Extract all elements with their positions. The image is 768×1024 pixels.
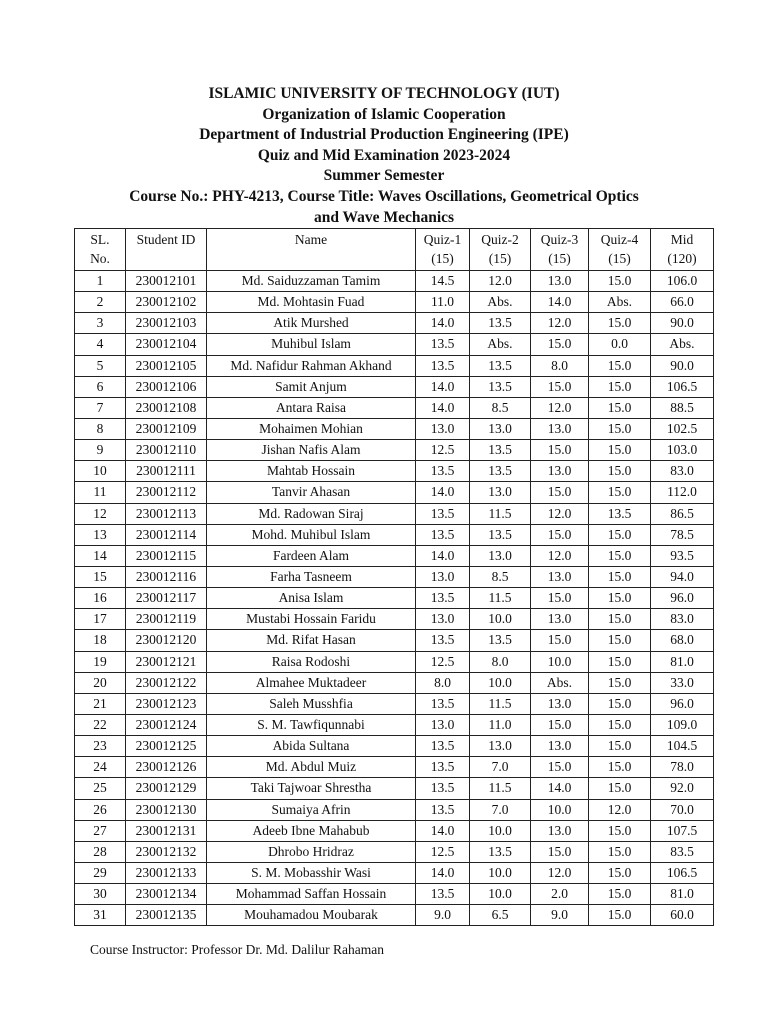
table-row: [75, 334, 714, 355]
table-row: [75, 714, 714, 735]
mid-cell: 88.5: [651, 397, 714, 418]
quiz-4-cell: 15.0: [589, 884, 651, 905]
mid-cell: 112.0: [651, 482, 714, 503]
quiz-3-cell: 15.0: [531, 841, 589, 862]
quiz-2-cell: 10.0: [470, 820, 531, 841]
quiz-3-cell: 15.0: [531, 757, 589, 778]
quiz-1-cell: 14.0: [416, 545, 470, 566]
name-cell: Md. Abdul Muiz: [207, 757, 416, 778]
mid-cell: 83.0: [651, 609, 714, 630]
quiz-1-cell: 13.0: [416, 418, 470, 439]
student-id-cell: 230012101: [126, 271, 207, 292]
quiz-4-cell: 15.0: [589, 440, 651, 461]
quiz-2-cell: 8.0: [470, 651, 531, 672]
quiz-2-cell: 13.5: [470, 524, 531, 545]
quiz-3-cell: 12.0: [531, 545, 589, 566]
quiz-3-cell: 12.0: [531, 313, 589, 334]
semester-name: Summer Semester: [323, 167, 445, 185]
name-cell: Mohd. Muhibul Islam: [207, 524, 416, 545]
quiz-4-cell: 15.0: [589, 566, 651, 587]
sl-no-cell: 8: [75, 418, 126, 439]
quiz-3-cell: 14.0: [531, 778, 589, 799]
table-row: [75, 630, 714, 651]
table-row: [75, 820, 714, 841]
quiz-3-cell: 15.0: [531, 588, 589, 609]
quiz-1-cell: 13.0: [416, 714, 470, 735]
quiz-2-cell: 11.5: [470, 588, 531, 609]
table-row: [75, 376, 714, 397]
quiz-3-cell: 2.0: [531, 884, 589, 905]
quiz-4-cell: 15.0: [589, 630, 651, 651]
mid-cell: 66.0: [651, 292, 714, 313]
quiz-3-cell: 13.0: [531, 418, 589, 439]
table-row: [75, 884, 714, 905]
student-id-cell: 230012115: [126, 545, 207, 566]
sl-no-cell: 9: [75, 440, 126, 461]
student-id-cell: 230012110: [126, 440, 207, 461]
name-cell: Antara Raisa: [207, 397, 416, 418]
quiz-4-cell: 15.0: [589, 609, 651, 630]
quiz-3-cell: 10.0: [531, 651, 589, 672]
student-id-cell: 230012112: [126, 482, 207, 503]
table-row: [75, 799, 714, 820]
name-cell: Md. Nafidur Rahman Akhand: [207, 355, 416, 376]
mid-cell: 90.0: [651, 355, 714, 376]
student-id-cell: 230012122: [126, 672, 207, 693]
sl-no-cell: 15: [75, 566, 126, 587]
quiz-4-cell: 15.0: [589, 714, 651, 735]
quiz-3-cell: 13.0: [531, 609, 589, 630]
sl-no-cell: 31: [75, 905, 126, 926]
table-row: [75, 672, 714, 693]
quiz-3-cell: 15.0: [531, 630, 589, 651]
quiz-4-cell: 15.0: [589, 736, 651, 757]
table-row: [75, 545, 714, 566]
sl-no-cell: 20: [75, 672, 126, 693]
table-row: [75, 651, 714, 672]
quiz-4-cell: 15.0: [589, 693, 651, 714]
results-table: [74, 228, 714, 926]
university-name: ISLAMIC UNIVERSITY OF TECHNOLOGY (IUT): [208, 85, 560, 102]
sl-no-cell: 12: [75, 503, 126, 524]
sl-no-cell: 17: [75, 609, 126, 630]
sl-no-cell: 30: [75, 884, 126, 905]
sl-no-cell: 3: [75, 313, 126, 334]
sl-no-cell: 2: [75, 292, 126, 313]
quiz-2-cell: 11.5: [470, 503, 531, 524]
table-row: [75, 313, 714, 334]
quiz-3-cell: 12.0: [531, 503, 589, 524]
quiz-1-cell: 13.5: [416, 503, 470, 524]
sl-no-cell: 22: [75, 714, 126, 735]
name-cell: Md. Radowan Siraj: [207, 503, 416, 524]
table-row: [75, 757, 714, 778]
student-id-cell: 230012120: [126, 630, 207, 651]
quiz-2-cell: 6.5: [470, 905, 531, 926]
quiz-1-cell: 12.5: [416, 841, 470, 862]
quiz-3-cell: 13.0: [531, 461, 589, 482]
sl-no-cell: 5: [75, 355, 126, 376]
quiz-4-cell: 15.0: [589, 757, 651, 778]
mid-cell: 83.5: [651, 841, 714, 862]
mid-cell: 81.0: [651, 884, 714, 905]
sl-no-cell: 4: [75, 334, 126, 355]
sl-no-cell: 6: [75, 376, 126, 397]
quiz-2-cell: Abs.: [470, 334, 531, 355]
name-cell: S. M. Tawfiqunnabi: [207, 714, 416, 735]
mid-cell: 106.5: [651, 862, 714, 883]
mid-cell: 106.5: [651, 376, 714, 397]
mid-cell: 86.5: [651, 503, 714, 524]
quiz-2-cell: 10.0: [470, 862, 531, 883]
sl-no-cell: 19: [75, 651, 126, 672]
quiz-4-cell: 15.0: [589, 355, 651, 376]
quiz-1-cell: 13.5: [416, 334, 470, 355]
student-id-cell: 230012117: [126, 588, 207, 609]
name-cell: Almahee Muktadeer: [207, 672, 416, 693]
sl-no-cell: 10: [75, 461, 126, 482]
table-row: [75, 503, 714, 524]
name-cell: Muhibul Islam: [207, 334, 416, 355]
quiz-4-cell: 15.0: [589, 461, 651, 482]
quiz-3-cell: 10.0: [531, 799, 589, 820]
exam-title: Quiz and Mid Examination 2023-2024: [257, 146, 511, 164]
sl-no-cell: 21: [75, 693, 126, 714]
quiz-1-cell: 13.5: [416, 630, 470, 651]
student-id-cell: 230012130: [126, 799, 207, 820]
table-row: [75, 841, 714, 862]
mid-cell: 96.0: [651, 588, 714, 609]
student-id-cell: 230012126: [126, 757, 207, 778]
quiz-2-cell: 11.5: [470, 778, 531, 799]
student-id-cell: 230012125: [126, 736, 207, 757]
sl-no-cell: 11: [75, 482, 126, 503]
quiz-4-cell: 0.0: [589, 334, 651, 355]
student-id-cell: 230012131: [126, 820, 207, 841]
quiz-1-cell: 8.0: [416, 672, 470, 693]
quiz-4-cell: 15.0: [589, 376, 651, 397]
quiz-2-cell: 11.5: [470, 693, 531, 714]
student-id-cell: 230012104: [126, 334, 207, 355]
quiz-3-cell: 13.0: [531, 566, 589, 587]
name-cell: Anisa Islam: [207, 588, 416, 609]
quiz-4-cell: 15.0: [589, 672, 651, 693]
column-header-quiz-1: Quiz-1 (15): [416, 229, 470, 271]
quiz-4-cell: 15.0: [589, 905, 651, 926]
quiz-2-cell: 10.0: [470, 884, 531, 905]
sl-no-cell: 18: [75, 630, 126, 651]
quiz-2-cell: 8.5: [470, 397, 531, 418]
quiz-4-cell: 15.0: [589, 588, 651, 609]
student-id-cell: 230012109: [126, 418, 207, 439]
quiz-4-cell: 15.0: [589, 778, 651, 799]
quiz-3-cell: 15.0: [531, 334, 589, 355]
quiz-1-cell: 13.5: [416, 588, 470, 609]
quiz-1-cell: 14.0: [416, 313, 470, 334]
name-cell: Samit Anjum: [207, 376, 416, 397]
student-id-cell: 230012114: [126, 524, 207, 545]
quiz-2-cell: 13.0: [470, 736, 531, 757]
student-id-cell: 230012124: [126, 714, 207, 735]
name-cell: Atik Murshed: [207, 313, 416, 334]
name-cell: Mohaimen Mohian: [207, 418, 416, 439]
quiz-2-cell: 10.0: [470, 672, 531, 693]
quiz-2-cell: 13.5: [470, 376, 531, 397]
name-cell: Sumaiya Afrin: [207, 799, 416, 820]
course-title: Course No.: PHY-4213, Course Title: Waves Oscillations, Geometrical Optics: [129, 187, 639, 205]
quiz-1-cell: 13.5: [416, 799, 470, 820]
sl-no-cell: 26: [75, 799, 126, 820]
quiz-1-cell: 13.5: [416, 693, 470, 714]
table-row: [75, 271, 714, 292]
quiz-2-cell: 13.0: [470, 545, 531, 566]
mid-cell: 90.0: [651, 313, 714, 334]
table-row: [75, 566, 714, 587]
mid-cell: 81.0: [651, 651, 714, 672]
sl-no-cell: 23: [75, 736, 126, 757]
quiz-3-cell: 15.0: [531, 714, 589, 735]
sl-no-cell: 13: [75, 524, 126, 545]
quiz-3-cell: 12.0: [531, 397, 589, 418]
quiz-1-cell: 13.5: [416, 461, 470, 482]
quiz-4-cell: 15.0: [589, 271, 651, 292]
student-id-cell: 230012106: [126, 376, 207, 397]
table-row: [75, 461, 714, 482]
organization-name: Organization of Islamic Cooperation: [262, 105, 506, 123]
sl-no-cell: 28: [75, 841, 126, 862]
name-cell: Farha Tasneem: [207, 566, 416, 587]
student-id-cell: 230012108: [126, 397, 207, 418]
quiz-1-cell: 12.5: [416, 651, 470, 672]
mid-cell: 92.0: [651, 778, 714, 799]
table-row: [75, 418, 714, 439]
mid-cell: 109.0: [651, 714, 714, 735]
column-header-name: Name: [207, 229, 416, 271]
quiz-3-cell: 13.0: [531, 271, 589, 292]
quiz-1-cell: 14.0: [416, 397, 470, 418]
quiz-1-cell: 12.5: [416, 440, 470, 461]
table-row: [75, 292, 714, 313]
quiz-4-cell: 13.5: [589, 503, 651, 524]
quiz-2-cell: 13.5: [470, 461, 531, 482]
mid-cell: 93.5: [651, 545, 714, 566]
mid-cell: 78.5: [651, 524, 714, 545]
name-cell: Abida Sultana: [207, 736, 416, 757]
table-row: [75, 609, 714, 630]
quiz-2-cell: 8.5: [470, 566, 531, 587]
name-cell: Mahtab Hossain: [207, 461, 416, 482]
quiz-1-cell: 14.0: [416, 862, 470, 883]
student-id-cell: 230012134: [126, 884, 207, 905]
quiz-4-cell: 15.0: [589, 841, 651, 862]
quiz-1-cell: 14.5: [416, 271, 470, 292]
document-header: [0, 84, 768, 228]
student-id-cell: 230012133: [126, 862, 207, 883]
name-cell: Md. Mohtasin Fuad: [207, 292, 416, 313]
table-row: [75, 397, 714, 418]
name-cell: S. M. Mobasshir Wasi: [207, 862, 416, 883]
table-row: [75, 588, 714, 609]
quiz-4-cell: 15.0: [589, 482, 651, 503]
sl-no-cell: 16: [75, 588, 126, 609]
quiz-1-cell: 13.5: [416, 884, 470, 905]
quiz-3-cell: 13.0: [531, 736, 589, 757]
name-cell: Adeeb Ibne Mahabub: [207, 820, 416, 841]
quiz-1-cell: 13.5: [416, 757, 470, 778]
quiz-1-cell: 13.5: [416, 524, 470, 545]
sl-no-cell: 1: [75, 271, 126, 292]
mid-cell: 94.0: [651, 566, 714, 587]
student-id-cell: 230012105: [126, 355, 207, 376]
mid-cell: 102.5: [651, 418, 714, 439]
name-cell: Saleh Musshfia: [207, 693, 416, 714]
student-id-cell: 230012103: [126, 313, 207, 334]
student-id-cell: 230012132: [126, 841, 207, 862]
quiz-4-cell: 15.0: [589, 524, 651, 545]
quiz-4-cell: 15.0: [589, 418, 651, 439]
quiz-1-cell: 13.0: [416, 566, 470, 587]
mid-cell: Abs.: [651, 334, 714, 355]
mid-cell: 104.5: [651, 736, 714, 757]
name-cell: Raisa Rodoshi: [207, 651, 416, 672]
sl-no-cell: 27: [75, 820, 126, 841]
mid-cell: 106.0: [651, 271, 714, 292]
sl-no-cell: 29: [75, 862, 126, 883]
student-id-cell: 230012119: [126, 609, 207, 630]
quiz-2-cell: 7.0: [470, 799, 531, 820]
quiz-2-cell: 13.5: [470, 841, 531, 862]
mid-cell: 60.0: [651, 905, 714, 926]
student-id-cell: 230012116: [126, 566, 207, 587]
quiz-3-cell: 13.0: [531, 820, 589, 841]
table-row: [75, 778, 714, 799]
quiz-4-cell: 12.0: [589, 799, 651, 820]
quiz-2-cell: 13.0: [470, 482, 531, 503]
course-instructor: Course Instructor: Professor Dr. Md. Dalilur Rahaman: [90, 942, 384, 957]
quiz-1-cell: 9.0: [416, 905, 470, 926]
sl-no-cell: 24: [75, 757, 126, 778]
table-row: [75, 440, 714, 461]
quiz-3-cell: 13.0: [531, 693, 589, 714]
quiz-4-cell: 15.0: [589, 545, 651, 566]
column-header-quiz-2: Quiz-2 (15): [470, 229, 531, 271]
quiz-2-cell: 12.0: [470, 271, 531, 292]
table-row: [75, 693, 714, 714]
name-cell: Dhrobo Hridraz: [207, 841, 416, 862]
mid-cell: 78.0: [651, 757, 714, 778]
quiz-3-cell: 15.0: [531, 482, 589, 503]
quiz-2-cell: 13.5: [470, 440, 531, 461]
table-row: [75, 862, 714, 883]
quiz-4-cell: 15.0: [589, 820, 651, 841]
quiz-2-cell: 13.5: [470, 630, 531, 651]
name-cell: Mohammad Saffan Hossain: [207, 884, 416, 905]
quiz-2-cell: 13.5: [470, 313, 531, 334]
column-header-quiz-4: Quiz-4 (15): [589, 229, 651, 271]
student-id-cell: 230012111: [126, 461, 207, 482]
name-cell: Fardeen Alam: [207, 545, 416, 566]
name-cell: Tanvir Ahasan: [207, 482, 416, 503]
quiz-4-cell: 15.0: [589, 397, 651, 418]
student-id-cell: 230012121: [126, 651, 207, 672]
name-cell: Taki Tajwoar Shrestha: [207, 778, 416, 799]
quiz-4-cell: 15.0: [589, 651, 651, 672]
mid-cell: 68.0: [651, 630, 714, 651]
quiz-1-cell: 13.5: [416, 355, 470, 376]
quiz-2-cell: 11.0: [470, 714, 531, 735]
quiz-4-cell: Abs.: [589, 292, 651, 313]
quiz-1-cell: 14.0: [416, 482, 470, 503]
student-id-cell: 230012129: [126, 778, 207, 799]
table-row: [75, 524, 714, 545]
quiz-1-cell: 13.5: [416, 778, 470, 799]
sl-no-cell: 25: [75, 778, 126, 799]
quiz-3-cell: 8.0: [531, 355, 589, 376]
quiz-1-cell: 14.0: [416, 820, 470, 841]
mid-cell: 70.0: [651, 799, 714, 820]
table-row: [75, 482, 714, 503]
quiz-1-cell: 14.0: [416, 376, 470, 397]
mid-cell: 96.0: [651, 693, 714, 714]
quiz-3-cell: 12.0: [531, 862, 589, 883]
table-row: [75, 736, 714, 757]
column-header-student-id: Student ID: [126, 229, 207, 271]
sl-no-cell: 14: [75, 545, 126, 566]
quiz-1-cell: 13.0: [416, 609, 470, 630]
quiz-2-cell: 10.0: [470, 609, 531, 630]
quiz-2-cell: 7.0: [470, 757, 531, 778]
quiz-2-cell: Abs.: [470, 292, 531, 313]
quiz-1-cell: 13.5: [416, 736, 470, 757]
student-id-cell: 230012102: [126, 292, 207, 313]
column-header-mid: Mid (120): [651, 229, 714, 271]
quiz-3-cell: 15.0: [531, 524, 589, 545]
quiz-3-cell: Abs.: [531, 672, 589, 693]
name-cell: Md. Saiduzzaman Tamim: [207, 271, 416, 292]
mid-cell: 107.5: [651, 820, 714, 841]
mid-cell: 83.0: [651, 461, 714, 482]
quiz-3-cell: 14.0: [531, 292, 589, 313]
table-row: [75, 905, 714, 926]
name-cell: Jishan Nafis Alam: [207, 440, 416, 461]
name-cell: Mustabi Hossain Faridu: [207, 609, 416, 630]
student-id-cell: 230012135: [126, 905, 207, 926]
results-table-body: [75, 271, 714, 926]
table-row: [75, 355, 714, 376]
quiz-4-cell: 15.0: [589, 313, 651, 334]
quiz-4-cell: 15.0: [589, 862, 651, 883]
name-cell: Mouhamadou Moubarak: [207, 905, 416, 926]
student-id-cell: 230012113: [126, 503, 207, 524]
mid-cell: 103.0: [651, 440, 714, 461]
quiz-2-cell: 13.0: [470, 418, 531, 439]
student-id-cell: 230012123: [126, 693, 207, 714]
mid-cell: 33.0: [651, 672, 714, 693]
quiz-3-cell: 15.0: [531, 440, 589, 461]
department-name: Department of Industrial Production Engineering (IPE): [199, 126, 569, 144]
column-header-quiz-3: Quiz-3 (15): [531, 229, 589, 271]
quiz-2-cell: 13.5: [470, 355, 531, 376]
name-cell: Md. Rifat Hasan: [207, 630, 416, 651]
quiz-1-cell: 11.0: [416, 292, 470, 313]
quiz-3-cell: 9.0: [531, 905, 589, 926]
table-header-row: [75, 229, 714, 271]
column-header-sl-no: SL. No.: [75, 229, 126, 271]
course-title-continued: and Wave Mechanics: [313, 208, 455, 226]
quiz-3-cell: 15.0: [531, 376, 589, 397]
sl-no-cell: 7: [75, 397, 126, 418]
